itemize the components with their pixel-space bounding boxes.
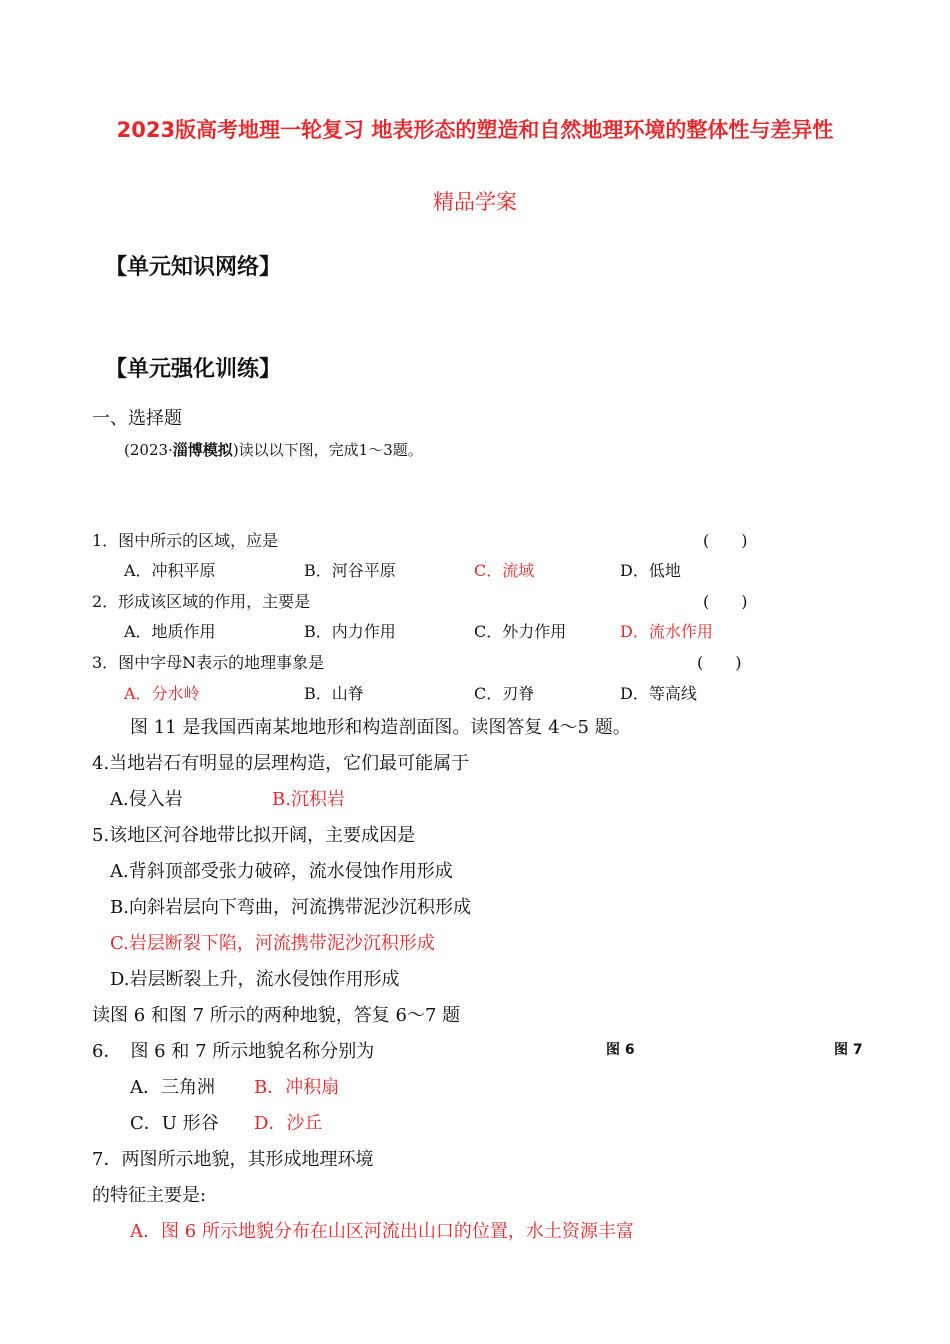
question-6-option-b: B．冲积扇	[254, 1077, 340, 1098]
question-4-option-b: B.沉积岩	[272, 789, 345, 810]
question-5-option-a: A.背斜顶部受张力破碎，流水侵蚀作用形成	[110, 861, 453, 882]
section-heading-training: 【单元强化训练】	[105, 357, 282, 382]
question-1-option-d: D．低地	[620, 561, 681, 580]
section-heading-network: 【单元知识网络】	[105, 255, 282, 280]
question-4-stem: 4.当地岩石有明显的层理构造，它们最可能属于	[92, 753, 470, 774]
question-1-option-b: B．河谷平原	[304, 561, 396, 580]
intro-suffix: )读以以下图，完成1～3题。	[232, 441, 423, 459]
question-2-stem: 2．形成该区域的作用，主要是	[92, 592, 311, 611]
question-5-option-d: D.岩层断裂上升，流水侵蚀作用形成	[110, 969, 400, 990]
figure-6-label: 图 6	[606, 1042, 635, 1058]
question-6-option-d: D．沙丘	[254, 1113, 323, 1134]
intro-1-3	[124, 439, 423, 460]
question-1-answer-blank: ( )	[703, 531, 748, 550]
intro-4-5: 图 11 是我国西南某地地形和构造剖面图。读图答复 4～5 题。	[130, 717, 631, 738]
question-5-option-c: C.岩层断裂下陷，河流携带泥沙沉积形成	[110, 933, 435, 954]
intro-prefix: (2023·	[124, 441, 173, 459]
question-2-option-b: B．内力作用	[304, 622, 396, 641]
part-heading: 一、选择题	[92, 408, 182, 429]
question-7-option-a: A．图 6 所示地貌分布在山区河流出山口的位置，水土资源丰富	[130, 1221, 634, 1242]
question-6-option-a: A．三角洲	[130, 1077, 215, 1098]
question-2-option-c: C．外力作用	[474, 622, 567, 641]
question-1-option-c: C．流域	[474, 561, 535, 580]
question-6-stem: 6． 图 6 和 7 所示地貌名称分别为	[92, 1041, 375, 1062]
question-6-option-c: C．U 形谷	[130, 1113, 219, 1134]
question-3-option-c: C．刃脊	[474, 684, 535, 703]
question-1-stem: 1．图中所示的区域，应是	[92, 531, 279, 550]
question-7-stem-line-2: 的特征主要是:	[92, 1185, 207, 1206]
intro-6-7: 读图 6 和图 7 所示的两种地貌，答复 6～7 题	[92, 1005, 461, 1026]
question-4-option-a: A.侵入岩	[110, 789, 183, 810]
intro-source: 淄博模拟	[172, 441, 233, 459]
question-3-option-d: D．等高线	[620, 684, 697, 703]
question-5-stem: 5.该地区河谷地带比拟开阔，主要成因是	[92, 825, 416, 846]
question-3-option-a: A．分水岭	[124, 684, 200, 703]
question-2-option-a: A．地质作用	[124, 622, 216, 641]
question-3-answer-blank: ( )	[697, 653, 742, 672]
question-2-answer-blank: ( )	[703, 592, 748, 611]
question-5-option-b: B.向斜岩层向下弯曲，河流携带泥沙沉积形成	[110, 897, 471, 918]
question-3-option-b: B．山脊	[304, 684, 364, 703]
figure-7-label: 图 7	[834, 1042, 863, 1058]
question-3-stem: 3．图中字母N表示的地理事象是	[92, 653, 325, 672]
question-1-option-a: A．冲积平原	[124, 561, 216, 580]
question-7-stem-line-1: 7．两图所示地貌，其形成地理环境	[92, 1149, 374, 1170]
question-2-option-d: D．流水作用	[620, 622, 713, 641]
document-title: 2023版高考地理一轮复习 地表形态的塑造和自然地理环境的整体性与差异性	[116, 118, 834, 142]
document-subtitle: 精品学案	[433, 190, 517, 214]
